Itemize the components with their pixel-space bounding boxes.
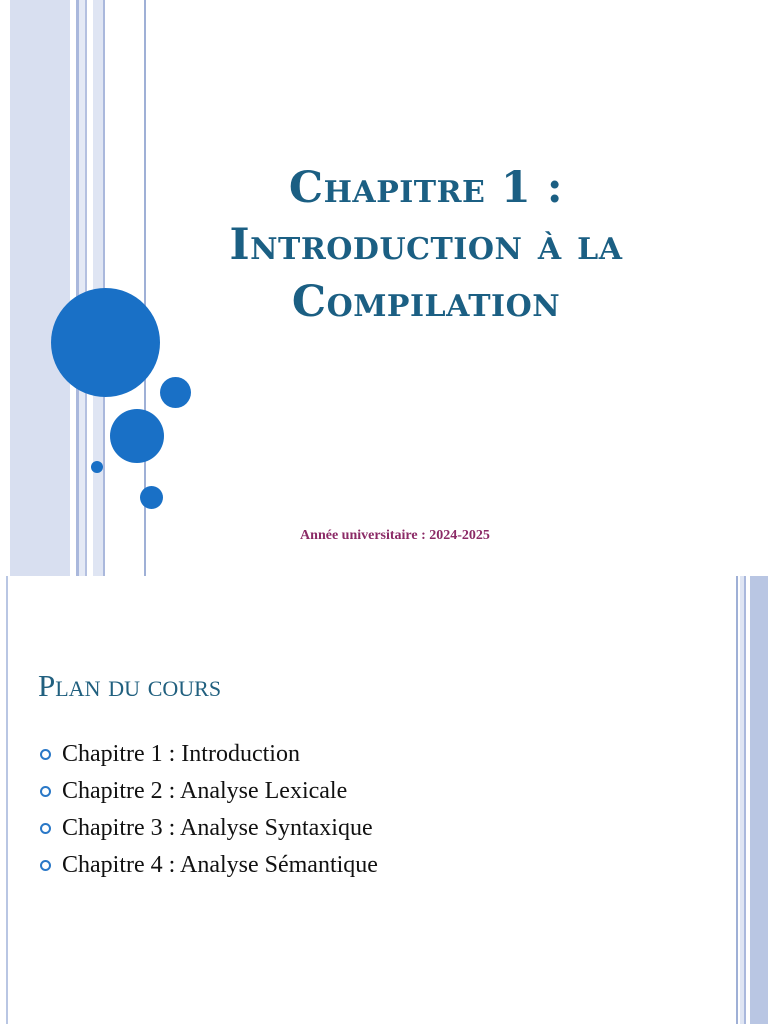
tiny-circle-decoration	[91, 461, 103, 473]
right-stripe-band	[736, 576, 768, 1024]
decorative-left-band	[0, 0, 150, 576]
circle-bullet-icon	[40, 786, 51, 797]
list-item-label: Chapitre 3 : Analyse Syntaxique	[62, 815, 373, 841]
left-edge-line	[6, 576, 8, 1024]
outline-slide	[0, 576, 768, 1024]
circle-bullet-icon	[40, 749, 51, 760]
medium-circle-decoration	[110, 409, 164, 463]
title-line-1: Chapitre 1 :	[288, 163, 564, 213]
title-line-2: Introduction à la	[229, 220, 623, 270]
circle-bullet-icon	[40, 860, 51, 871]
stripe-pattern	[0, 0, 150, 576]
small-circle-decoration-2	[140, 486, 163, 509]
large-circle-decoration	[51, 288, 160, 397]
academic-year: Année universitaire : 2024-2025	[300, 528, 490, 543]
small-circle-decoration	[160, 377, 191, 408]
list-item	[38, 847, 378, 884]
slide-title	[196, 160, 656, 331]
list-item	[38, 810, 378, 847]
list-item-label: Chapitre 2 : Analyse Lexicale	[62, 778, 348, 804]
list-item	[38, 773, 378, 810]
title-line-3: Compilation	[291, 277, 561, 327]
circle-bullet-icon	[40, 823, 51, 834]
chapter-list	[38, 736, 378, 884]
section-heading: Plan du cours	[38, 668, 222, 703]
list-item-label: Chapitre 1 : Introduction	[62, 741, 300, 767]
list-item	[38, 736, 378, 773]
list-item-label: Chapitre 4 : Analyse Sémantique	[62, 852, 378, 878]
